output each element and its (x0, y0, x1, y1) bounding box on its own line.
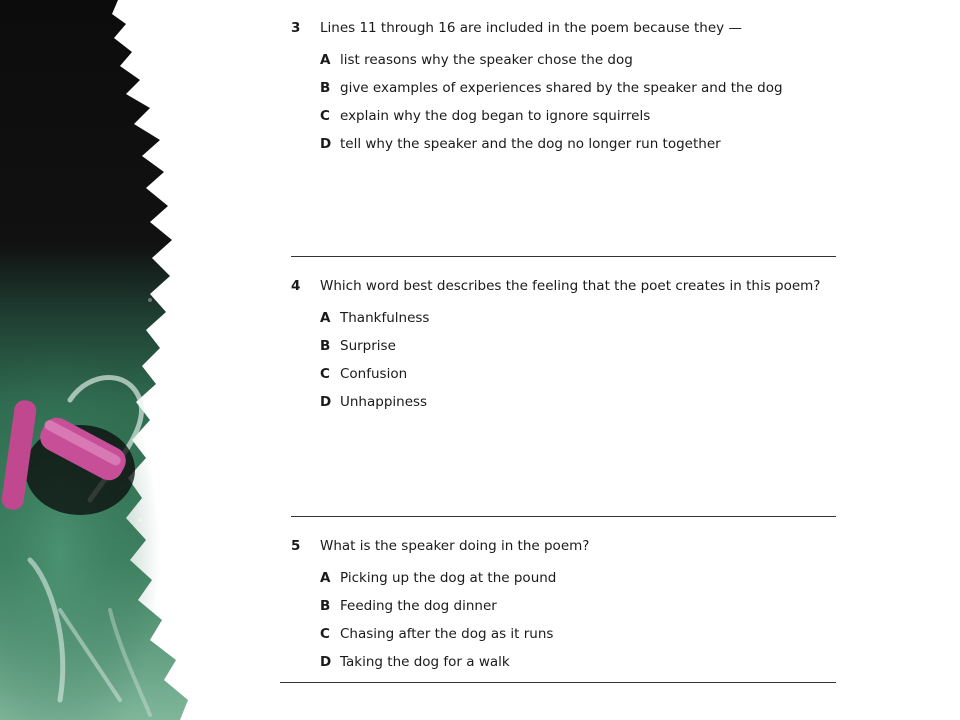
question-number: 5 (291, 538, 301, 554)
question-divider (291, 516, 836, 517)
question-number: 4 (291, 278, 301, 294)
choice-text: Confusion (340, 366, 408, 382)
choice-d[interactable] (320, 653, 836, 681)
choice-text: tell why the speaker and the dog no longer run together (340, 136, 721, 152)
choice-letter: C (320, 626, 330, 642)
choice-text: Chasing after the dog as it runs (340, 626, 554, 642)
choice-text: Unhappiness (340, 394, 428, 410)
choice-letter: B (320, 598, 331, 614)
choice-a[interactable] (320, 51, 836, 79)
question-number: 3 (291, 20, 301, 36)
choice-letter: B (320, 80, 331, 96)
choice-text: explain why the dog began to ignore squirrels (340, 108, 651, 124)
question-divider (291, 256, 836, 257)
choice-d[interactable] (320, 393, 836, 421)
choice-b[interactable] (320, 337, 836, 365)
question-5 (291, 537, 836, 681)
choice-a[interactable] (320, 569, 836, 597)
choice-text: Surprise (340, 338, 396, 354)
choice-letter: A (320, 570, 331, 586)
choice-text: Taking the dog for a walk (340, 654, 510, 670)
answer-choices (291, 569, 836, 681)
answer-choices (291, 51, 836, 163)
chalkboard-decoration (0, 0, 230, 720)
answer-choices (291, 309, 836, 421)
question-4 (291, 277, 836, 421)
question-stem: What is the speaker doing in the poem? (320, 538, 590, 554)
question-stem: Lines 11 through 16 are included in the poem because they — (320, 20, 742, 36)
question-3 (291, 19, 836, 163)
choice-text: give examples of experiences shared by the speaker and the dog (340, 80, 783, 96)
choice-a[interactable] (320, 309, 836, 337)
choice-text: list reasons why the speaker chose the dog (340, 52, 633, 68)
choice-letter: A (320, 310, 331, 326)
choice-text: Thankfulness (340, 310, 430, 326)
choice-c[interactable] (320, 625, 836, 653)
choice-letter: D (320, 394, 332, 410)
choice-b[interactable] (320, 597, 836, 625)
choice-letter: C (320, 108, 330, 124)
choice-b[interactable] (320, 79, 836, 107)
choice-d[interactable] (320, 135, 836, 163)
choice-c[interactable] (320, 365, 836, 393)
choice-letter: A (320, 52, 331, 68)
choice-text: Feeding the dog dinner (340, 598, 497, 614)
choice-c[interactable] (320, 107, 836, 135)
choice-letter: C (320, 366, 330, 382)
page-bottom-rule (280, 682, 836, 683)
chalkboard-illustration (0, 0, 230, 720)
choice-letter: B (320, 338, 331, 354)
choice-letter: D (320, 654, 332, 670)
choice-text: Picking up the dog at the pound (340, 570, 557, 586)
question-stem: Which word best describes the feeling that the poet creates in this poem? (320, 278, 821, 294)
choice-letter: D (320, 136, 332, 152)
